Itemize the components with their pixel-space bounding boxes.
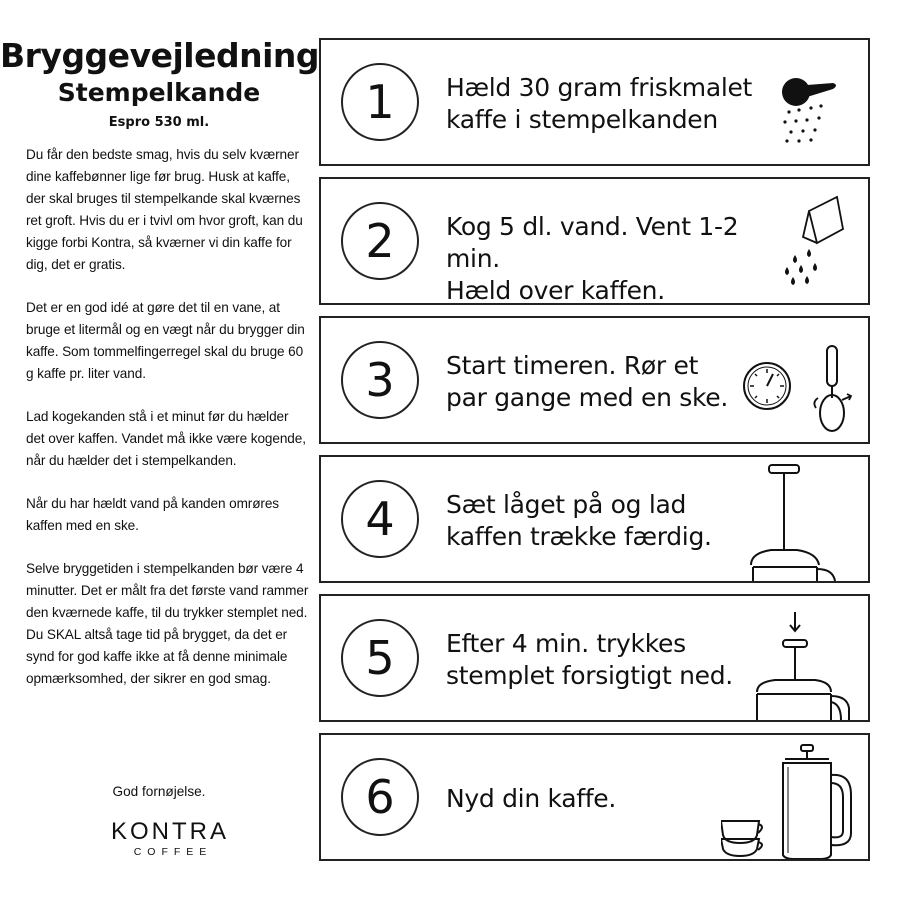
step-line-1: Kog 5 dl. vand. Vent 1-2 min.: [446, 212, 739, 273]
paragraph: Selve bryggetiden i stempelkanden bør være 4 minutter. Det er målt fra det første vand rammer den kværnede kaffe, til du trykker stemplet ned. Du SKAL altså tage tid på brygget, da det er synd for god kaffe ikke at få denne minimale opmærksomhed, der sikrer en god smag.: [26, 561, 309, 686]
press-lid-icon: [721, 457, 872, 581]
timer-spoon-icon: [721, 318, 872, 442]
page-subtitle: Stempelkande: [57, 78, 261, 107]
kontra-logo: [70, 818, 270, 858]
paragraph: Lad kogekanden stå i et minut før du hælder det over kaffen. Vandet må ikke være kogende, når du hælder det i stempelkanden.: [26, 409, 306, 468]
step-3: [319, 316, 870, 444]
step-line-1: Efter 4 min. trykkes: [446, 629, 686, 658]
step-4: [319, 455, 870, 583]
step-5: [319, 594, 870, 722]
step-number: 5: [341, 619, 419, 697]
paragraph: Du får den bedste smag, hvis du selv kværner dine kaffebønner lige før brug. Husk at kaffe, der skal bruges til stempelkande skal kværnes ret groft. Hvis du er i tvivl om hvor groft, kan du kigge forbi Kontra, så kværner vi din kaffe for dig, det er gratis.: [26, 147, 303, 272]
step-line-1: Nyd din kaffe.: [446, 784, 617, 813]
step-line-2: kaffe i stempelkanden: [446, 105, 718, 134]
step-1: [319, 38, 870, 166]
step-6: [319, 733, 870, 861]
step-2: [319, 177, 870, 305]
step-number: 6: [341, 758, 419, 836]
step-number: 1: [341, 63, 419, 141]
step-line-2: stemplet forsigtigt ned.: [446, 661, 733, 690]
paragraph: Det er en god idé at gøre det til en vane, at bruge et litermål og en vægt når du brygger din kaffe. Som tommelfingerregel skal du bruge 60 g kaffe pr. liter vand.: [26, 300, 305, 381]
step-line-1: Sæt låget på og lad: [446, 490, 687, 519]
step-number: 2: [341, 202, 419, 280]
intro-text: [26, 144, 310, 711]
step-number: 3: [341, 341, 419, 419]
step-line-2: kaffen trække færdig.: [446, 522, 712, 551]
cups-press-icon: [721, 735, 872, 859]
closing-text: God fornøjelse.: [112, 784, 206, 799]
instructions-column: [0, 0, 318, 900]
paragraph: Når du har hældt vand på kanden omrøres kaffen med en ske.: [26, 496, 280, 533]
step-line-2: par gange med en ske.: [446, 383, 729, 412]
logo-name: KONTRA: [110, 818, 229, 845]
press-down-icon: [721, 596, 872, 720]
step-line-1: Start timeren. Rør et: [446, 351, 699, 380]
page-title: Bryggevejledning: [0, 36, 320, 75]
step-number: 4: [341, 480, 419, 558]
step-line-1: Hæld 30 gram friskmalet: [446, 73, 753, 102]
product-model: Espro 530 ml.: [108, 115, 210, 130]
pour-water-icon: [721, 179, 872, 303]
logo-sub: COFFEE: [133, 846, 213, 858]
step-line-2: Hæld over kaffen.: [446, 276, 665, 305]
scoop-icon: [721, 40, 872, 164]
